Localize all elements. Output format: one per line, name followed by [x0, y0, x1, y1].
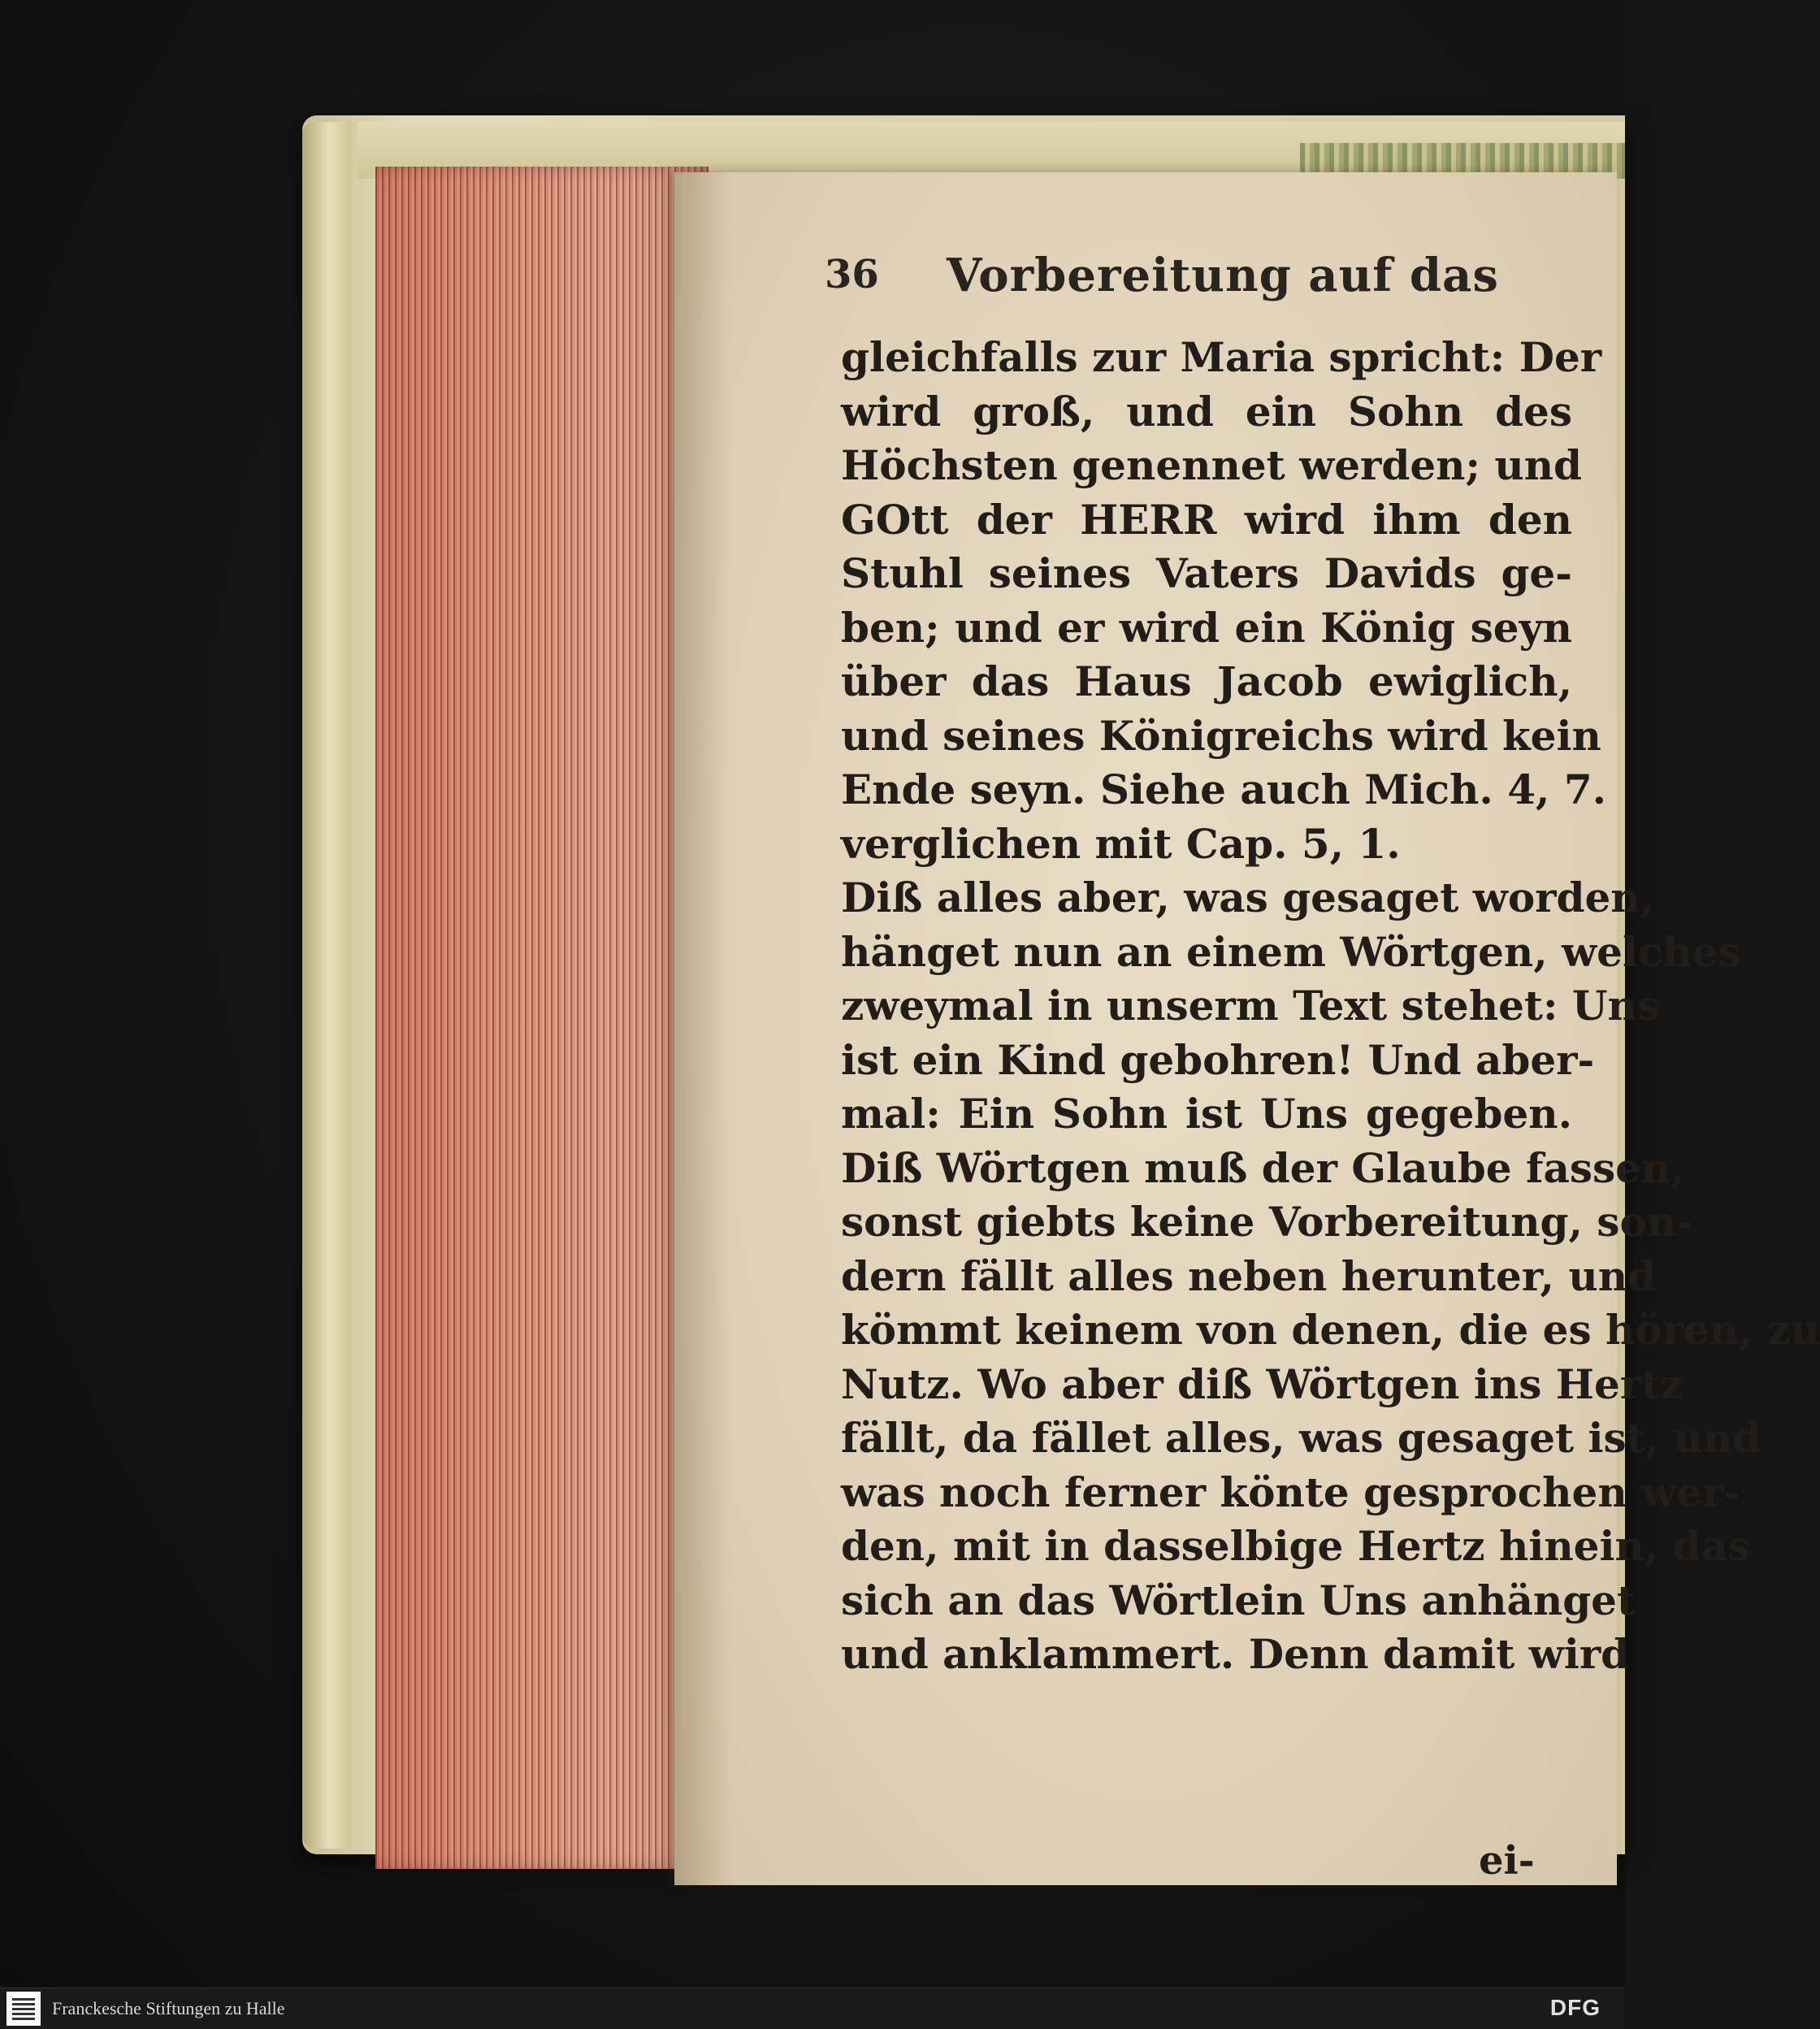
running-head: Vorbereitung auf das — [947, 249, 1499, 302]
text-line: Ende seyn. Siehe auch Mich. 4, 7. — [841, 765, 1607, 813]
page-header — [825, 244, 1556, 309]
text-line: kömmt keinem von denen, die es hören, zu — [841, 1306, 1820, 1354]
text-line: was noch ferner könte gesprochen wer- — [841, 1468, 1741, 1516]
text-line: Stuhl seines Vaters Davids ge- — [841, 549, 1572, 597]
text-line: gleichfalls zur Maria spricht: Der — [841, 333, 1602, 381]
book-spine — [302, 122, 351, 1849]
text-line: zweymal in unserm Text stehet: Uns — [841, 982, 1660, 1030]
text-line: ben; und er wird ein König seyn — [841, 603, 1572, 652]
viewer-footer — [0, 1988, 1625, 2029]
text-line: den, mit in dasselbige Hertz hinein, das — [841, 1522, 1751, 1570]
text-line: wird groß, und ein Sohn des — [841, 387, 1572, 436]
catchword: ei- — [1479, 1838, 1535, 1884]
institution-name: Franckesche Stiftungen zu Halle — [52, 1998, 285, 2018]
page-number: 36 — [825, 252, 879, 297]
page-edges-red — [375, 167, 708, 1869]
book-page — [674, 172, 1820, 1885]
text-line: Höchsten genennet werden; und — [841, 441, 1583, 489]
text-line: verglichen mit Cap. 5, 1. — [841, 819, 1401, 868]
dfg-mark: DFG — [1549, 1995, 1601, 2020]
text-line: und seines Königreichs wird kein — [841, 711, 1601, 760]
text-line: dern fällt alles neben herunter, und — [841, 1251, 1657, 1300]
text-line: ist ein Kind gebohren! Und aber- — [841, 1035, 1595, 1084]
text-line: über das Haus Jacob ewiglich, — [841, 657, 1572, 705]
institution-logo-icon — [6, 1992, 41, 2026]
page-text — [841, 331, 1820, 1682]
text-line: GOtt der HERR wird ihm den — [841, 495, 1572, 544]
text-line: sonst giebts keine Vorbereitung, son- — [841, 1198, 1693, 1246]
text-line: sich an das Wörtlein Uns anhänget — [841, 1576, 1636, 1624]
text-line: Diß alles aber, was gesaget worden, — [841, 874, 1655, 921]
text-line: und anklammert. Denn damit wird — [841, 1630, 1630, 1678]
text-line: mal: Ein Sohn ist Uns gegeben. — [841, 1090, 1572, 1138]
text-line: fällt, da fället alles, was gesaget ist, und — [841, 1414, 1762, 1462]
text-line: hänget nun an einem Wörtgen, welches — [841, 927, 1741, 976]
text-line: Nutz. Wo aber diß Wörtgen ins Hertz — [841, 1359, 1684, 1408]
text-line: Diß Wörtgen muß der Glaube fassen, — [841, 1143, 1685, 1192]
